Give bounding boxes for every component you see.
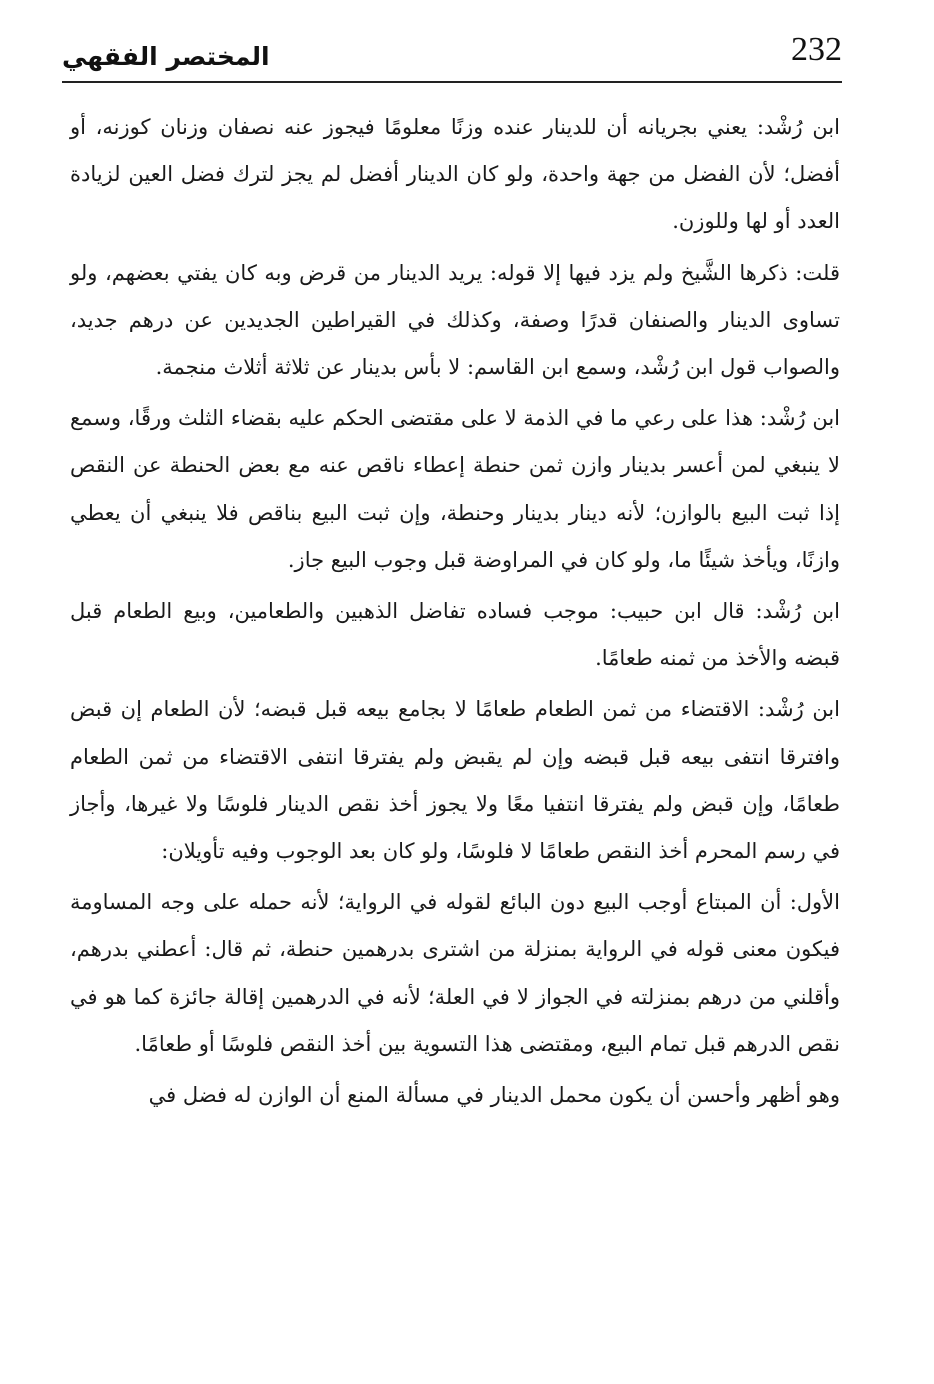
paragraph-2: قلت: ذكرها الشَّيخ ولم يزد فيها إلا قوله: يريد الدينار من قرض وبه كان يفتي بعضهم، ولو تساوى الدينار والصنفان قدرًا وصفة، وكذلك في القيراطين الجديدين عن درهم جديد، والصواب قول ابن رُشْد، وسمع ابن القاسم: لا بأس بدينار عن ثلاثة أثلاث منجمة. <box>70 260 840 380</box>
page-body <box>70 104 840 1123</box>
paragraph-5: ابن رُشْد: الاقتضاء من ثمن الطعام طعامًا لا بجامع بيعه قبل قبضه؛ لأن الطعام إن قبض وافترقا انتفى بيعه قبل قبضه وإن لم يقبض ولم يفترقا انتفى الاقتضاء من ثمن الطعام طعامًا، وإن قبض ولم يفترقا انتفيا معًا ولا يجوز أخذ نقص الدينار فلوسًا ولا غيرها، وأجاز في رسم المحرم أخذ النقص طعامًا لا فلوسًا، ولو كان بعد الوجوب وفيه تأويلان: <box>70 697 840 864</box>
running-title: المختصر الفقهي <box>62 42 270 71</box>
paragraph-3: ابن رُشْد: هذا على رعي ما في الذمة لا على مقتضى الحكم عليه بقضاء الثلث ورقًا، وسمع لا ينبغي لمن أعسر بدينار وازن ثمن حنطة إعطاء ناقص عنه مع بعض الحنطة عن النقص إذا ثبت البيع بالوازن؛ لأنه دينار بدينار وحنطة، وإن ثبت البيع بناقص فلا ينبغي أن يعطي وازنًا، ويأخذ شيئًا ما، ولو كان في المراوضة قبل وجوب البيع جاز. <box>70 406 840 572</box>
paragraph-4: ابن رُشْد: قال ابن حبيب: موجب فساده تفاضل الذهبين والطعامين، وبيع الطعام قبل قبضه والأخذ من ثمنه طعامًا. <box>70 599 840 671</box>
paragraph-1: ابن رُشْد: يعني بجريانه أن للدينار عنده وزنًا معلومًا فيجوز عنه نصفان وزنان كوزنه، أو أفضل؛ لأن الفضل من جهة واحدة، ولو كان الدينار أفضل لم يجز لترك فضل العين لزيادة العدد أو لها وللوزن. <box>70 115 840 234</box>
page-header <box>62 30 842 80</box>
paragraph-6: الأول: أن المبتاع أوجب البيع دون البائع لقوله في الرواية؛ لأنه حمله على وجه المساومة فيكون معنى قوله في الرواية بمنزلة من اشترى بدرهمين حنطة، ثم قال: أعطني بدرهم، وأقلني من درهم بمنزلته في الجواز لا في العلة؛ لأنه في الدرهمين إقالة جائزة كما هو في نقص الدرهم قبل تمام البيع، ومقتضى هذا التسوية بين أخذ النقص فلوسًا أو طعامًا. <box>70 890 840 1056</box>
paragraph-7: وهو أظهر وأحسن أن يكون محمل الدينار في مسألة المنع أن الوازن له فضل في <box>148 1083 840 1108</box>
page-number: 232 <box>791 31 842 68</box>
header-divider <box>62 81 842 83</box>
